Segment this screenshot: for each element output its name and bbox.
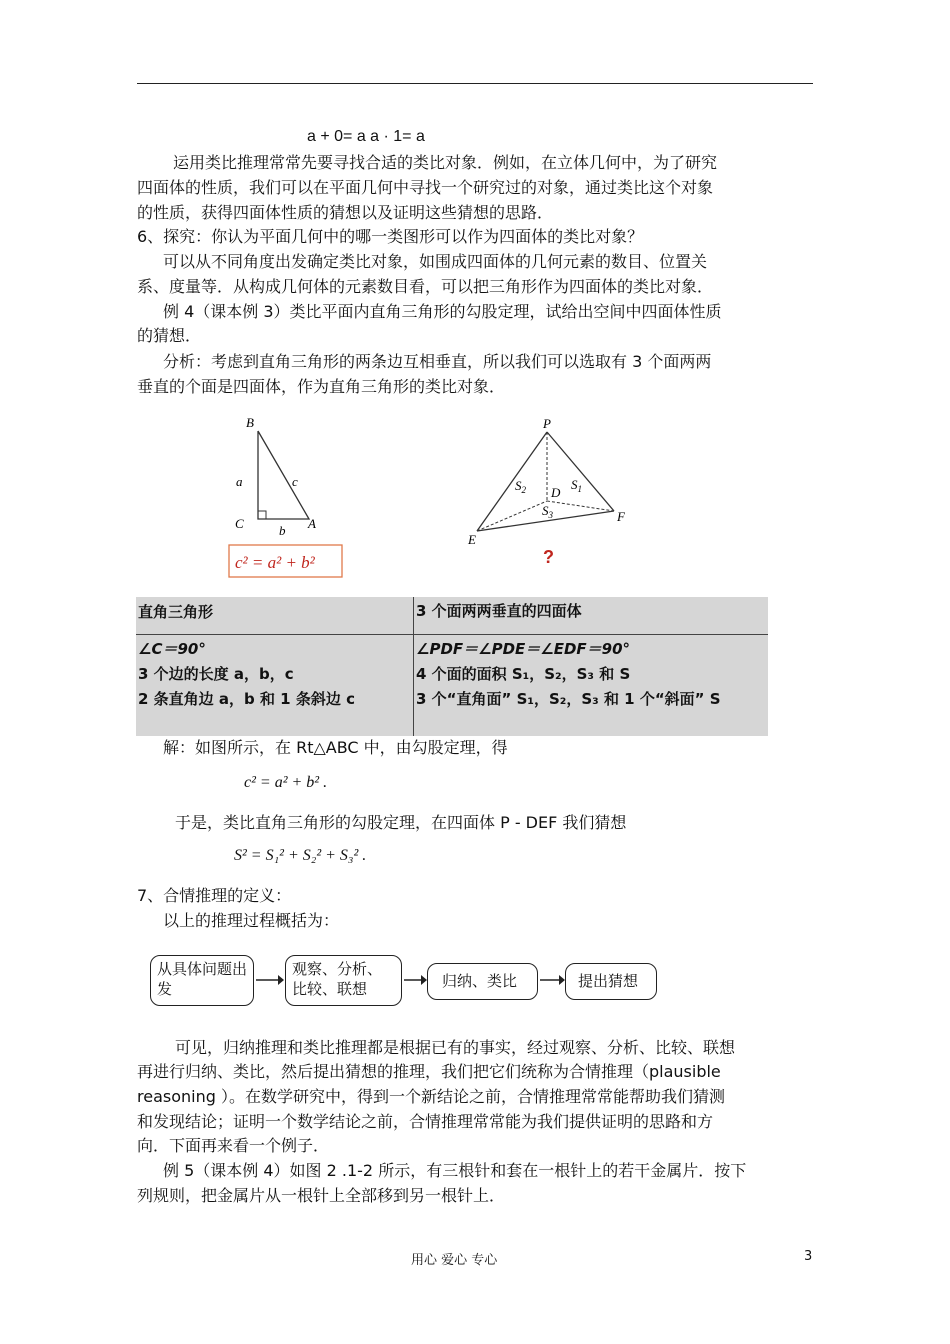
flow-step-start bbox=[150, 955, 254, 1006]
face-s2-label: $S_2$ bbox=[515, 478, 526, 495]
arrow-right-icon bbox=[402, 970, 427, 990]
right-angle-condition: ∠C＝90° bbox=[138, 639, 206, 658]
solution-line: 解：如图所示，在 Rt△ABC 中，由勾股定理，得 bbox=[163, 738, 508, 757]
footer-motto: 用心 爱心 专心 bbox=[411, 1253, 498, 1268]
flow-step-conjecture bbox=[565, 963, 657, 1000]
paragraph-3-line-5: 向．下面再来看一个例子． bbox=[137, 1136, 330, 1155]
side-a-label: a bbox=[236, 474, 243, 489]
example-5-line-2: 列规则，把金属片从一根针上全部移到另一根针上． bbox=[137, 1186, 506, 1205]
table-body-right bbox=[414, 634, 769, 736]
right-faces-and-slant-face: 3 个“直角面” S₁，S₂，S₃ 和 1 个“斜面” S bbox=[416, 689, 721, 708]
paragraph-3-line-3: reasoning ）。在数学研究中，得到一个新结论之前，合情推理常常能帮助我们猜测 bbox=[137, 1087, 725, 1106]
flow-step-observe-label: 观察、分析、比较、联想 bbox=[292, 960, 383, 998]
table-header-left: 直角三角形 bbox=[136, 597, 414, 634]
side-b-label: b bbox=[279, 523, 286, 538]
table-row bbox=[136, 634, 768, 736]
section-7-heading: 7、合情推理的定义： bbox=[137, 886, 292, 905]
vertex-b-label: B bbox=[246, 415, 254, 430]
tetrahedron bbox=[467, 416, 626, 567]
legs-and-hypotenuse: 2 条直角边 a，b 和 1 条斜边 c bbox=[138, 689, 355, 708]
section-6-heading: 6、探究：你认为平面几何中的哪一类图形可以作为四面体的类比对象？ bbox=[137, 227, 644, 246]
paragraph-1-line-1: 运用类比推理常常先要寻找合适的类比对象．例如，在立体几何中，为了研究 bbox=[173, 153, 718, 172]
paragraph-2-line-2: 系、度量等．从构成几何体的元素数目看，可以把三角形作为四面体的类比对象． bbox=[137, 277, 714, 296]
paragraph-3-line-4: 和发现结论；证明一个数学结论之前，合情推理常常能为我们提供证明的思路和方 bbox=[137, 1112, 714, 1131]
table-body-left bbox=[136, 634, 414, 736]
paragraph-1-line-2: 四面体的性质，我们可以在平面几何中寻找一个研究过的对象，通过类比这个对象 bbox=[137, 178, 714, 197]
geometry-figure bbox=[0, 0, 950, 590]
vertex-f-label: F bbox=[617, 509, 625, 524]
side-lengths: 3 个边的长度 a，b，c bbox=[138, 664, 294, 683]
conjecture-intro-line: 于是，类比直角三角形的勾股定理，在四面体 P - DEF 我们猜想 bbox=[175, 813, 627, 832]
example-4-line-1: 例 4（课本例 3）类比平面内直角三角形的勾股定理，试给出空间中四面体性质 bbox=[163, 302, 722, 321]
face-areas: 4 个面的面积 S₁，S₂，S₃ 和 S bbox=[416, 664, 631, 683]
dihedral-condition: ∠PDF＝∠PDE＝∠EDF＝90° bbox=[416, 639, 631, 658]
page-number: 3 bbox=[804, 1249, 813, 1264]
flow-step-start-label: 从具体问题出发 bbox=[157, 960, 248, 998]
flow-step-conjecture-label: 提出猜想 bbox=[578, 972, 639, 990]
pythagorean-equation: c² = a² + b² . bbox=[244, 774, 328, 791]
vertex-p-label: P bbox=[543, 416, 551, 431]
table-header-right: 3 个面两两垂直的四面体 bbox=[414, 597, 769, 634]
formula-box bbox=[229, 545, 342, 577]
analysis-line-2: 垂直的个面是四面体，作为直角三角形的类比对象． bbox=[137, 377, 506, 396]
example-4-line-2: 的猜想． bbox=[137, 326, 202, 345]
paragraph-2-line-1: 可以从不同角度出发确定类比对象，如围成四面体的几何元素的数目、位置关 bbox=[163, 252, 708, 271]
flow-step-induce bbox=[427, 963, 538, 1000]
arrow-right-icon bbox=[538, 970, 565, 990]
vertex-c-label: C bbox=[235, 516, 244, 531]
formula-text: c² = a² + b² bbox=[235, 553, 315, 572]
paragraph-3-line-1: 可见，归纳推理和类比推理都是根据已有的事实，经过观察、分析、比较、联想 bbox=[175, 1038, 736, 1057]
face-s3-label: $S_3$ bbox=[542, 503, 553, 520]
flow-step-observe bbox=[285, 955, 402, 1006]
paragraph-3-line-2: 再进行归纳、类比，然后提出猜想的推理，我们把它们统称为合情推理（plausible bbox=[137, 1062, 721, 1081]
vertex-d-label: D bbox=[551, 485, 561, 500]
side-c-label: c bbox=[292, 474, 298, 489]
question-mark: ? bbox=[543, 547, 554, 567]
example-5-line-1: 例 5（课本例 4）如图 2 .1-2 所示，有三根针和套在一根针上的若干金属片．按下 bbox=[163, 1161, 747, 1180]
arrow-right-icon bbox=[254, 970, 284, 990]
vertex-a-label: A bbox=[308, 516, 316, 531]
flow-step-induce-label: 归纳、类比 bbox=[442, 972, 518, 990]
table-row bbox=[136, 597, 768, 634]
conjecture-equation: S² = S₁² + S₂² + S₃² . bbox=[234, 847, 367, 864]
analysis-line-1: 分析：考虑到直角三角形的两条边互相垂直，所以我们可以选取有 3 个面两两 bbox=[163, 352, 712, 371]
paragraph-1-line-3: 的性质，获得四面体性质的猜想以及证明这些猜想的思路． bbox=[137, 203, 554, 222]
summary-line: 以上的推理过程概括为： bbox=[163, 911, 340, 930]
vertex-e-label: E bbox=[468, 532, 476, 547]
identity-line: a + 0= a a · 1= a bbox=[307, 128, 425, 145]
face-s1-label: $S_1$ bbox=[571, 477, 582, 494]
comparison-table bbox=[136, 597, 768, 736]
right-triangle bbox=[235, 415, 316, 538]
